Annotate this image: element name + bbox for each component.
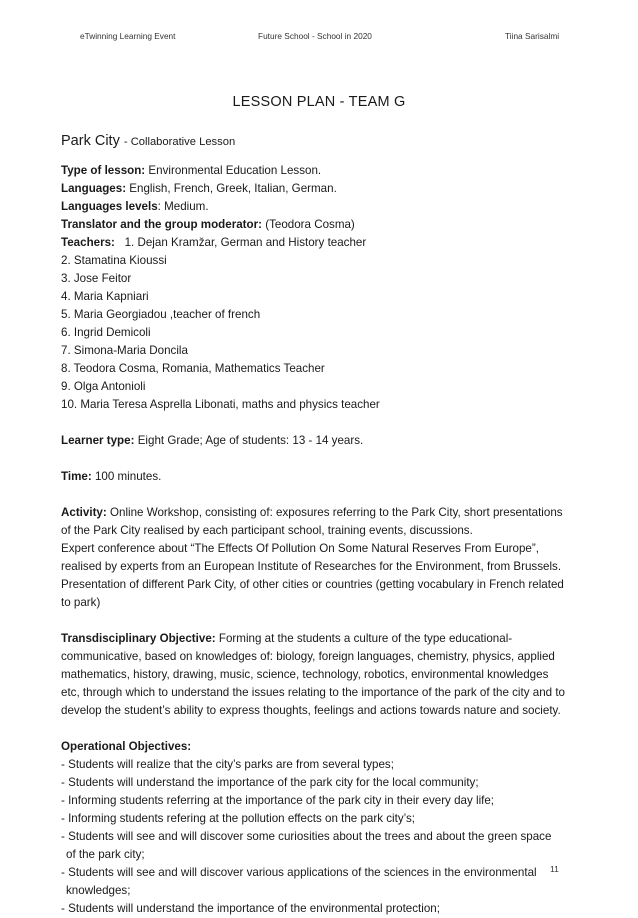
transdisciplinary-line: mathematics, history, drawing, music, science, technology, robotics, environmental knowledges [61, 668, 549, 681]
languages-levels-row [61, 198, 581, 216]
learner-label: Learner type: [61, 434, 135, 447]
operational-objectives-heading: Operational Objectives: [61, 740, 192, 753]
operational-line: of the park city; [66, 848, 145, 861]
operational-line: - Informing students referring at the importance of the park city in their every day life; [61, 794, 495, 807]
activity-label: Activity: [61, 506, 107, 519]
time-row [61, 468, 581, 486]
teacher-item: 8. Teodora Cosma, Romania, Mathematics Teacher [61, 362, 325, 375]
learner-type-row [61, 432, 581, 450]
activity-line: Expert conference about “The Effects Of Pollution On Some Natural Reserves From Europe”, [61, 542, 539, 555]
translator-value: (Teodora Cosma) [265, 218, 355, 231]
page-number: 11 [550, 864, 559, 874]
page-header [0, 31, 638, 45]
teacher-item: 10. Maria Teresa Asprella Libonati, maths and physics teacher [61, 398, 380, 411]
translator-row [61, 216, 581, 234]
transdisciplinary-line: communicative, based on knowledges of: biology, foreign languages, chemistry, physics, applied [61, 650, 555, 663]
operational-line: - Students will see and will discover various applications of the sciences in the environmental [61, 866, 537, 879]
type-label: Type of lesson: [61, 164, 146, 177]
activity-line: to park) [61, 596, 101, 609]
activity-line: Presentation of different Park City, of other cities or countries (getting vocabulary in French related [61, 578, 564, 591]
operational-line: - Students will understand the importance of the environmental protection; [61, 902, 440, 915]
time-label: Time: [61, 470, 92, 483]
teacher-item: 9. Olga Antonioli [61, 380, 146, 393]
teacher-item: 7. Simona-Maria Doncila [61, 344, 188, 357]
activity-paragraph-line [61, 504, 581, 522]
teacher-item: 6. Ingrid Demicoli [61, 326, 151, 339]
teacher-item: 1. Dejan Kramžar, German and History teacher [124, 236, 367, 249]
document-title: LESSON PLAN - TEAM G [232, 94, 406, 110]
operational-line: - Informing students refering at the pollution effects on the park city’s; [61, 812, 416, 825]
activity-line: Online Workshop, consisting of: exposures referring to the Park City, short presentations [109, 506, 563, 519]
operational-line: - Students will see and will discover some curiosities about the trees and about the green space [61, 830, 552, 843]
languages-row [61, 180, 581, 198]
operational-line: knowledges; [66, 884, 131, 897]
time-value: 100 minutes. [94, 470, 162, 483]
transdisciplinary-label: Transdisciplinary Objective: [61, 632, 216, 645]
learner-value: Eight Grade; Age of students: 13 - 14 years. [137, 434, 364, 447]
teacher-item: 2. Stamatina Kioussi [61, 254, 167, 267]
header-right-text: Tiina Sarisalmi [505, 31, 560, 41]
operational-line: - Students will realize that the city’s parks are from several types; [61, 758, 394, 771]
transdisciplinary-line: etc, through which to understand the issues relating to the importance of the park of the city and to [61, 686, 565, 699]
languages-value: English, French, Greek, Italian, German. [129, 182, 337, 195]
lesson-subtitle: - Collaborative Lesson [123, 136, 236, 148]
transdisciplinary-paragraph-line [61, 630, 581, 648]
type-of-lesson-row [61, 162, 581, 180]
activity-line: realised by experts from an European Institute of Researches for the Environment, from Brussels. [61, 560, 562, 573]
header-center-text: Future School - School in 2020 [258, 31, 372, 41]
translator-label: Translator and the group moderator: [61, 218, 262, 231]
type-value: Environmental Education Lesson. [148, 164, 322, 177]
lesson-name-line [61, 131, 581, 152]
transdisciplinary-line: develop the student’s ability to express thoughts, feelings and actions towards nature and society. [61, 704, 561, 717]
teacher-item: 4. Maria Kapniari [61, 290, 149, 303]
teachers-label: Teachers: [61, 236, 115, 249]
activity-line: of the Park City realised by each participant school, training events, discussions. [61, 524, 473, 537]
operational-line: - Students will understand the importance of the park city for the local community; [61, 776, 479, 789]
header-left-text: eTwinning Learning Event [80, 31, 176, 41]
lesson-plan-body [61, 131, 581, 918]
levels-label: Languages levels [61, 200, 158, 213]
teachers-row [61, 234, 581, 252]
teacher-item: 3. Jose Feitor [61, 272, 132, 285]
levels-value: : Medium. [157, 200, 209, 213]
teacher-item: 5. Maria Georgiadou ,teacher of french [61, 308, 261, 321]
transdisciplinary-line: Forming at the students a culture of the type educational- [218, 632, 513, 645]
lesson-name: Park City [61, 133, 120, 149]
languages-label: Languages: [61, 182, 127, 195]
